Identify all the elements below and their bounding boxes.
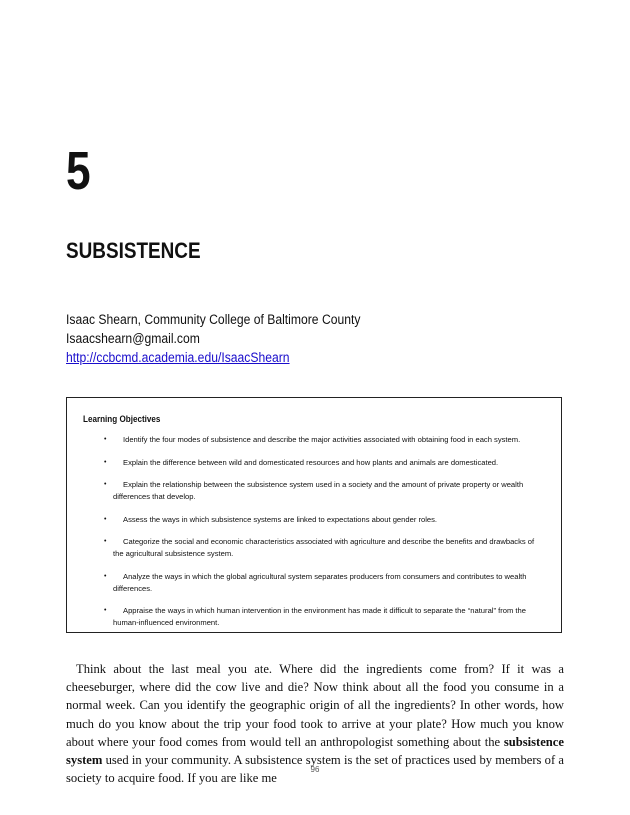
body-bold-term: subsistence system <box>66 734 564 768</box>
author-name: Isaac Shearn, Community College of Baltimore County <box>66 312 361 327</box>
page-number: 96 <box>310 765 320 774</box>
objective-item <box>67 605 563 629</box>
objective-item <box>67 536 563 560</box>
objective-item <box>67 479 563 503</box>
author-block <box>66 310 360 367</box>
objective-item <box>67 571 563 595</box>
objective-item <box>67 434 563 446</box>
author-email: Isaacshearn@gmail.com <box>66 331 200 346</box>
objective-item <box>67 457 563 469</box>
bullet-icon: • <box>104 572 107 580</box>
learning-objectives-list <box>67 434 563 640</box>
body-text-after-bold: used in your community. A subsistence system is the set of practices used by members of a society to acquire food. If you are like me <box>66 753 564 786</box>
objective-text: Explain the difference between wild and domesticated resources and how plants and animals are domesticated. <box>123 457 499 467</box>
chapter-number: 5 <box>66 141 90 201</box>
author-url-link[interactable]: http://ccbcmd.academia.edu/IsaacShearn <box>66 350 290 365</box>
objective-text: Analyze the ways in which the global agricultural system separates producers from consumers and contributes to wealth differences. <box>113 571 527 593</box>
chapter-title: SUBSISTENCE <box>66 238 201 263</box>
learning-objectives-heading: Learning Objectives <box>83 414 161 424</box>
body-text-before-bold: Think about the last meal you ate. Where did the ingredients come from? If it was a cheeseburger, where did the cow live and die? Now think about all the food you consume in a normal week. Can you identify the geographic origin of all the ingredients? In other words, how much do you know about the trip your food took to arrive at your plate? How much you know about where your food comes from would tell an anthropologist something about the <box>66 662 564 749</box>
objective-text: Explain the relationship between the subsistence system used in a society and the amount of private property or wealth differences that develop. <box>113 480 524 501</box>
objective-text: Categorize the social and economic characteristics associated with agriculture and describe the benefits and drawbacks of the agricultural subsistence system. <box>113 537 535 558</box>
bullet-icon: • <box>104 458 107 466</box>
objective-item <box>67 514 563 526</box>
objective-text: Assess the ways in which subsistence systems are linked to expectations about gender roles. <box>123 514 438 524</box>
objective-text: Identify the four modes of subsistence and describe the major activities associated with obtaining food in each system. <box>123 435 521 444</box>
bullet-icon: • <box>104 515 107 523</box>
objective-text: Appraise the ways in which human intervention in the environment has made it difficult to separate the “natural” from the human-influenced environment. <box>113 606 526 627</box>
bullet-icon: • <box>104 481 107 488</box>
bullet-icon: • <box>104 436 107 443</box>
bullet-icon: • <box>104 607 107 614</box>
learning-objectives-box <box>66 397 562 633</box>
bullet-icon: • <box>104 538 107 545</box>
